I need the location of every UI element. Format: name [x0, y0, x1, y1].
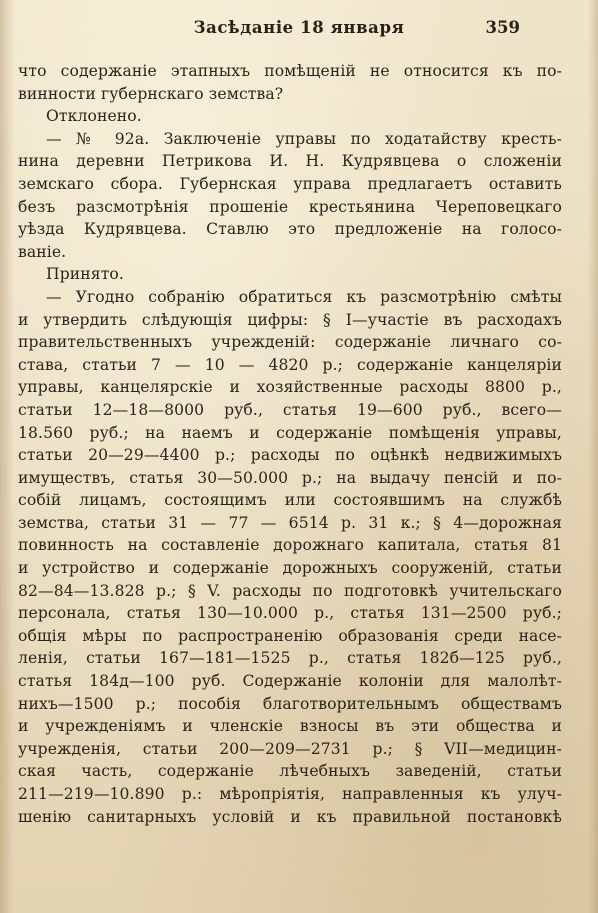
text-line: повинность на составленіе дорожнаго капитала, статья 81 [18, 536, 562, 555]
text-line: общія мѣры по распространенію образованія среди насе- [18, 626, 562, 645]
text-line: собій лицамъ, состоящимъ или состоявшимъ на службѣ [18, 491, 562, 510]
text-line: статьи 20—29—4400 р.; расходы по оцѣнкѣ недвижимыхъ [18, 446, 562, 465]
page-header [0, 18, 598, 44]
text-line: ленія, статьи 167—181—1525 р., статья 182б—125 руб., [18, 649, 562, 668]
text-line: 211—219—10.890 р.: мѣропріятія, направленныя къ улуч- [18, 785, 562, 803]
text-line: что содержаніе этапныхъ помѣщеній не относится къ по- [18, 62, 562, 80]
text-line: нина деревни Петрикова И. Н. Кудрявцева о сложеніи [18, 152, 562, 171]
text-line: ская часть, содержаніе лѣчебныхъ заведеній, статьи [18, 762, 562, 781]
text-line: — № 92а. Заключеніе управы по ходатайству кресть- [46, 129, 562, 148]
text-line: персонала, статья 130—10.000 р., статья 131—2500 руб.; [18, 604, 562, 623]
text-line: уѣзда Кудрявцева. Ставлю это предложеніе на голосо- [18, 220, 562, 239]
running-title: Засѣданіе 18 января [193, 18, 405, 37]
text-line: статья 184д—100 руб. Содержаніе колоніи для малолѣт- [18, 672, 562, 691]
page-number: 359 [485, 18, 520, 37]
text-line: 82—84—13.828 р.; § V. расходы по подготовкѣ учительскаго [18, 581, 562, 600]
text-line: земскаго сбора. Губернская управа предлагаетъ оставить [18, 174, 562, 193]
text-line: шенію санитарныхъ условій и къ правильной постановкѣ [18, 807, 562, 826]
text-line: земства, статьи 31 — 77 — 6514 р. 31 к.; § 4—дорожная [18, 513, 562, 532]
body-text [18, 60, 562, 828]
text-line: правительственныхъ учрежденій: содержаніе личнаго со- [18, 333, 562, 352]
text-line: става, статьи 7 — 10 — 4820 р.; содержаніе канцеляріи [18, 355, 562, 374]
text-line: Принято. [46, 265, 124, 284]
text-line: винности губернскаго земства? [18, 84, 284, 103]
text-line: и устройство и содержаніе дорожныхъ сооруженій, статьи [18, 559, 562, 578]
text-line: и учрежденіямъ и членскіе взносы въ эти общества и [18, 717, 562, 736]
text-line: и утвердить слѣдующія цифры: § I—участіе въ расходахъ [18, 310, 562, 329]
text-line: учрежденія, статьи 200—209—2731 р.; § VII—медицин- [18, 739, 562, 758]
text-line: управы, канцелярскіе и хозяйственные расходы 8800 р., [18, 378, 562, 397]
text-line: статьи 12—18—8000 руб., статья 19—600 руб., всего— [18, 400, 562, 419]
text-line: — Угодно собранію обратиться къ разсмотрѣнію смѣты [46, 287, 562, 306]
text-line: 18.560 руб.; на наемъ и содержаніе помѣщенія управы, [18, 423, 562, 442]
text-line: Отклонено. [46, 107, 142, 126]
text-line: нихъ—1500 р.; пособія благотворительнымъ обществамъ [18, 694, 562, 713]
text-line: безъ разсмотрѣнія прошеніе крестьянина Череповецкаго [18, 197, 562, 216]
text-line: имуществъ, статья 30—50.000 р.; на выдачу пенсій и по- [18, 468, 562, 487]
text-line: ваніе. [18, 242, 67, 261]
